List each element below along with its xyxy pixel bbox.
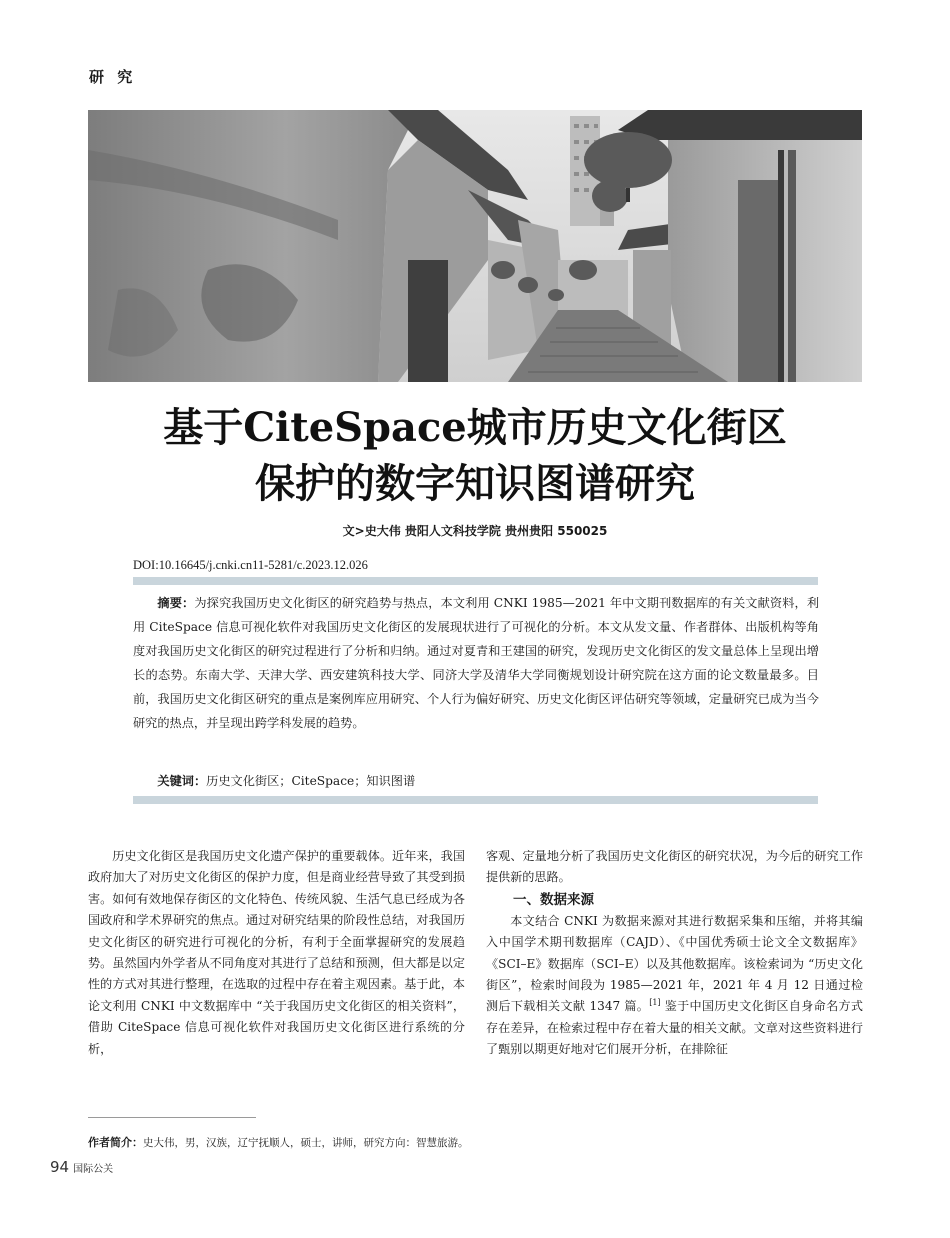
body-paragraph-data-source bbox=[486, 911, 863, 1061]
author-note-label: 作者简介： bbox=[88, 1136, 143, 1149]
footnote-rule bbox=[88, 1117, 256, 1118]
hero-photo-alley bbox=[88, 110, 862, 382]
keywords bbox=[133, 770, 819, 792]
author-byline: 文>史大伟 贵阳人文科技学院 贵州贵阳 550025 bbox=[342, 524, 608, 538]
body-paragraph: 历史文化街区是我国历史文化遗产保护的重要载体。近年来，我国政府加大了对历史文化街区的保护力度，但是商业经营导致了其受到损害。如何有效地保存街区的文化特色、传统风貌、生活气息已经成为各国政府和学术界研究的焦点。通过对研究结果的阶段性总结，对我国历史文化街区的研究进行可视化的分析，有利于全面掌握研究的发展趋势。虽然国内外学者从不同角度对其进行了总结和预测，但大都是以定性的方式对其进行整理，在选取的过程中存在着主观因素。基于此，本论文利用 CNKI 中文数据库中 “关于我国历史文化街区的相关资料”，借助 CiteSpace 信息可视化软件对我国历史文化街区进行系统的分析， bbox=[88, 849, 465, 1056]
abstract-text: 为探究我国历史文化街区的研究趋势与热点，本文利用 CNKI 1985—2021 年中文期刊数据库的有关文献资料，利用 CiteSpace 信息可视化软件对我国历史文化街区的发展现状进行了可视化的分析。本文从发文量、作者群体、出版机构等角度对我国历史文化街区的研究过程进行了分析和归纳。通过对夏青和王建国的研究，发现历史文化街区的发文量总体上呈现出增长的态势。东南大学、天津大学、西安建筑科技大学、同济大学及清华大学同衡规划设计研究院在这方面的论文数量最多。目前，我国历史文化街区研究的重点是案例库应用研究、个人行为偏好研究、历史文化街区评估研究等领域，定量研究已成为当今研究的热点，并呈现出跨学科发展的趋势。 bbox=[133, 596, 820, 730]
author-note bbox=[88, 1134, 469, 1150]
keywords-text: 历史文化街区；CiteSpace；知识图谱 bbox=[206, 774, 416, 788]
reference-marker: [1] bbox=[649, 998, 661, 1008]
article-title-line-1: 基于CiteSpace城市历史文化街区 bbox=[163, 404, 787, 451]
section-label: 研 究 bbox=[89, 68, 137, 86]
abstract-label: 摘要： bbox=[157, 596, 195, 610]
abstract-top-bar bbox=[133, 577, 818, 585]
body-column-left bbox=[88, 846, 465, 1060]
page-footer bbox=[50, 1158, 113, 1176]
section-heading: 一、数据来源 bbox=[513, 891, 594, 908]
page-number: 94 bbox=[50, 1158, 70, 1176]
body-text: 鉴于中国历史文化街区自身命名方式存在差异，在检索过程中存在着大量的相关文献。文章对这些资料进行了甄别以期更好地对它们展开分析，在排除征 bbox=[486, 999, 863, 1057]
keywords-label: 关键词： bbox=[157, 774, 207, 788]
article-title-line-2: 保护的数字知识图谱研究 bbox=[255, 460, 695, 507]
author-note-text: 史大伟，男，汉族，辽宁抚顺人，硕士，讲师，研究方向：智慧旅游。 bbox=[143, 1137, 469, 1149]
journal-name: 国际公关 bbox=[73, 1164, 114, 1175]
doi: DOI:10.16645/j.cnki.cn11-5281/c.2023.12.026 bbox=[133, 558, 368, 572]
abstract bbox=[133, 591, 819, 735]
abstract-bottom-bar bbox=[133, 796, 818, 804]
body-column-right bbox=[486, 846, 863, 1061]
body-text: 本文结合 CNKI 为数据来源对其进行数据采集和压缩，并将其编入中国学术期刊数据库（CAJD）、《中国优秀硕士论文全文数据库》《SCI–E》数据库（SCI–E）以及其他数据库。该检索词为 “历史文化街区”，检索时间段为 1985—2021 年，2021 年 4 月 12 日通过检测后下载相关文献 1347 篇。 bbox=[486, 913, 863, 1014]
body-paragraph-continued: 客观、定量地分析了我国历史文化街区的研究状况，为今后的研究工作提供新的思路。 bbox=[486, 849, 863, 885]
